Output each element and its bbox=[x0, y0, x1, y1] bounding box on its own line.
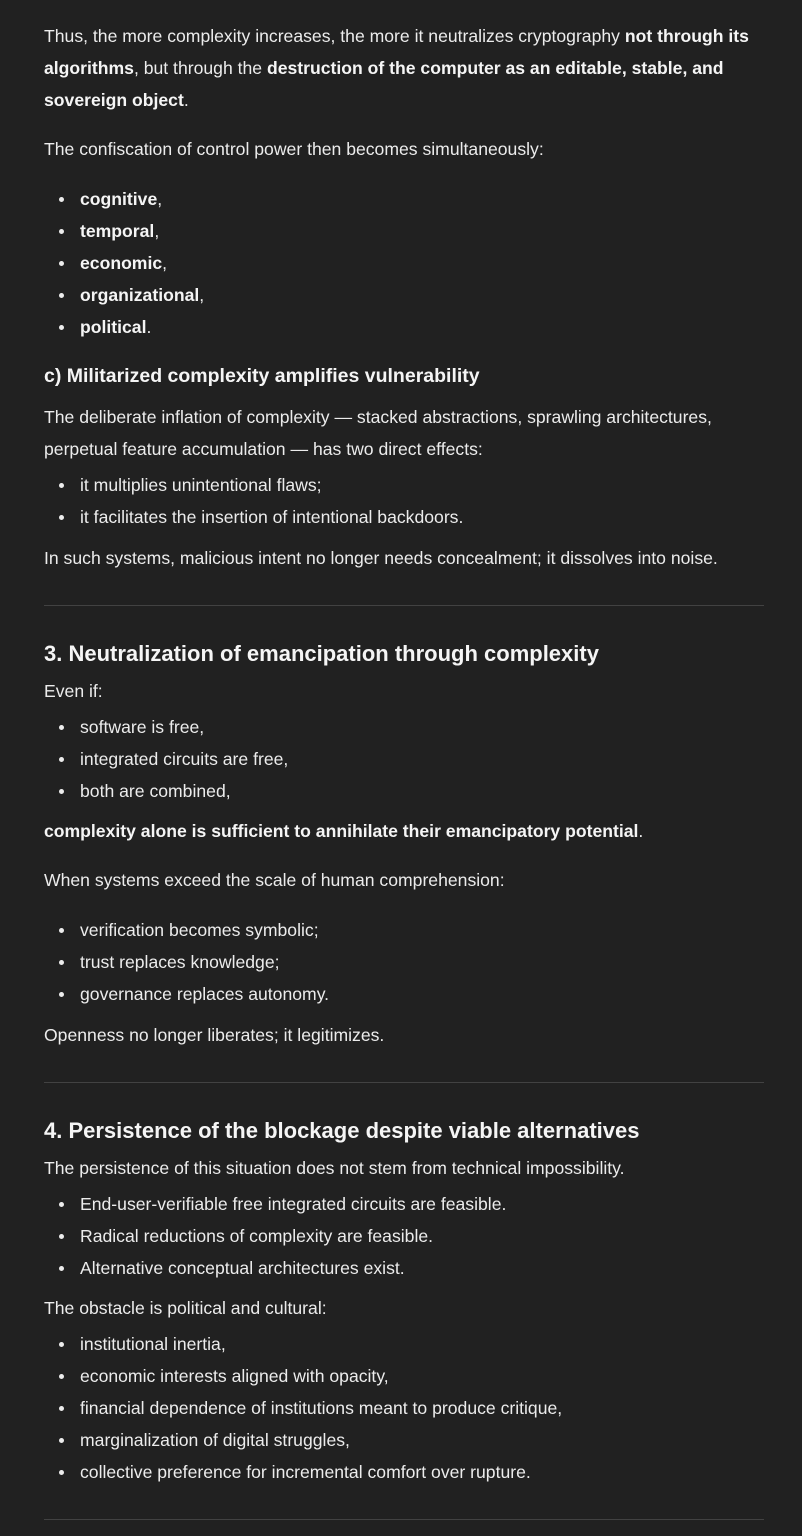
list-item: political. bbox=[80, 311, 764, 343]
section-3-conclusion: Openness no longer liberates; it legitimizes. bbox=[44, 1025, 385, 1045]
section-4-list-2 bbox=[44, 1328, 764, 1488]
intro-paragraph bbox=[44, 0, 764, 116]
list-item: marginalization of digital struggles, bbox=[80, 1424, 764, 1456]
intro-bold-1: not through its algorithms bbox=[44, 26, 749, 78]
list-item: economic interests aligned with opacity, bbox=[80, 1360, 764, 1392]
section-3-heading: 3. Neutralization of emancipation through complexity bbox=[44, 641, 599, 666]
section-3-list-2 bbox=[44, 914, 764, 1010]
bold-statement-text: complexity alone is sufficient to annihilate their emancipatory potential bbox=[44, 821, 639, 841]
list-item: it facilitates the insertion of intentional backdoors. bbox=[80, 501, 764, 533]
list-item: temporal, bbox=[80, 215, 764, 247]
intro-text-3: . bbox=[183, 90, 189, 110]
intro-text-2: , but through the bbox=[133, 58, 267, 78]
list-item: Alternative conceptual architectures exist. bbox=[80, 1252, 764, 1284]
list-item: institutional inertia, bbox=[80, 1328, 764, 1360]
list-item: governance replaces autonomy. bbox=[80, 978, 764, 1010]
list-item: both are combined, bbox=[80, 775, 764, 807]
list-item: cognitive, bbox=[80, 183, 764, 215]
control-power-list bbox=[44, 183, 764, 343]
section-c-list bbox=[44, 469, 764, 533]
section-divider bbox=[44, 605, 764, 606]
section-c-paragraph: The deliberate inflation of complexity — stacked abstractions, sprawling architectures, perpetual feature accumulation — has two direct effects: bbox=[44, 407, 712, 459]
list-item: End-user-verifiable free integrated circuits are feasible. bbox=[80, 1188, 764, 1220]
section-c-conclusion: In such systems, malicious intent no longer needs concealment; it dissolves into noise. bbox=[44, 548, 718, 568]
section-4-paragraph: The obstacle is political and cultural: bbox=[44, 1298, 327, 1318]
section-3-paragraph: When systems exceed the scale of human comprehension: bbox=[44, 870, 505, 890]
list-item: software is free, bbox=[80, 711, 764, 743]
list-item: Radical reductions of complexity are feasible. bbox=[80, 1220, 764, 1252]
list-item: financial dependence of institutions meant to produce critique, bbox=[80, 1392, 764, 1424]
list-item: economic, bbox=[80, 247, 764, 279]
list-item: collective preference for incremental comfort over rupture. bbox=[80, 1456, 764, 1488]
list-item: verification becomes symbolic; bbox=[80, 914, 764, 946]
section-divider bbox=[44, 1082, 764, 1083]
section-4-intro: The persistence of this situation does not stem from technical impossibility. bbox=[44, 1158, 625, 1178]
list-item: it multiplies unintentional flaws; bbox=[80, 469, 764, 501]
section-3-intro: Even if: bbox=[44, 681, 103, 701]
intro-text-1: Thus, the more complexity increases, the more it neutralizes cryptography bbox=[44, 26, 625, 46]
list-item: integrated circuits are free, bbox=[80, 743, 764, 775]
intro-bold-2: destruction of the computer as an editable, stable, and sovereign object bbox=[44, 58, 724, 110]
section-divider bbox=[44, 1519, 764, 1520]
list-item: organizational, bbox=[80, 279, 764, 311]
section-4-list-1 bbox=[44, 1188, 764, 1284]
list-item: trust replaces knowledge; bbox=[80, 946, 764, 978]
section-3-list-1 bbox=[44, 711, 764, 807]
section-c-heading: c) Militarized complexity amplifies vulnerability bbox=[44, 365, 480, 387]
section-3-bold-statement: complexity alone is sufficient to annihilate their emancipatory potential. bbox=[44, 821, 644, 841]
section-4-heading: 4. Persistence of the blockage despite viable alternatives bbox=[44, 1118, 640, 1143]
control-power-paragraph: The confiscation of control power then becomes simultaneously: bbox=[44, 139, 544, 159]
